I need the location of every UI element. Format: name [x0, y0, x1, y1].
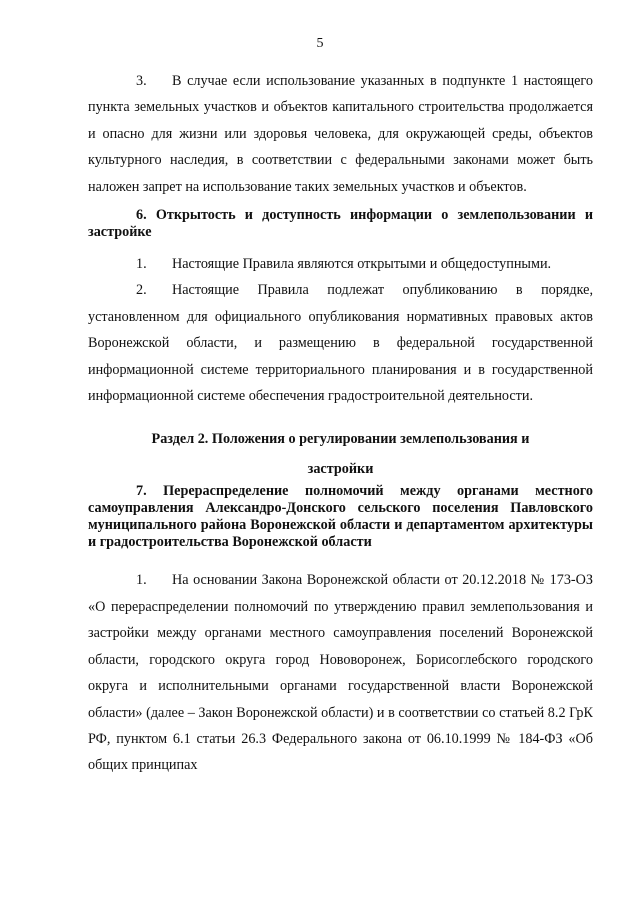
paragraph-number: 2.	[136, 282, 147, 299]
paragraph-text: Настоящие Правила являются открытыми и общедоступными.	[172, 256, 552, 273]
paragraph-text: Настоящие Правила подлежат опубликованию в порядке, установленном для официального опубликования нормативных правовых актов Воронежской области, и размещению в федеральной государственной информационной системе территориального планирования и в государственной информационной системе обеспечения градостроительной деятельности.	[88, 282, 593, 405]
section-2-title-line-2: застройки	[307, 461, 374, 478]
paragraph-item-7-1	[88, 567, 593, 778]
paragraph-item-6-1	[88, 251, 593, 277]
page-number: 5	[316, 36, 324, 51]
paragraph-item-3	[88, 68, 593, 200]
heading-section-6: 6. Открытость и доступность информации о землепользовании и застройке	[88, 207, 593, 241]
heading-section-7: 7. Перераспределение полномочий между органами местного самоуправления Александро-Донского сельского поселения Павловского муниципального района Воронежской области и департаментом архитектуры и градостроительства Воронежской области	[88, 483, 593, 551]
paragraph-number: 1.	[136, 256, 147, 273]
paragraph-number: 1.	[136, 572, 147, 589]
section-2-title-line-1: Раздел 2. Положения о регулировании землепользования и	[151, 431, 530, 448]
paragraph-number: 3.	[136, 73, 147, 89]
paragraph-text: В случае если использование указанных в подпункте 1 настоящего пункта земельных участков и объектов капитального строительства продолжается и опасно для жизни или здоровья человека, для окружающей среды, объектов культурного наследия, в соответствии с федеральными законами может быть наложен запрет на использование таких земельных участков и объектов.	[88, 73, 593, 195]
paragraph-item-6-2	[88, 277, 593, 409]
document-body	[88, 68, 593, 779]
paragraph-text: На основании Закона Воронежской области от 20.12.2018 № 173-ОЗ «О перераспределении полномочий по утверждению правил землепользования и застройки между органами местного самоуправления поселений Воронежской области, городского округа город Нововоронеж, Борисоглебского городского округа и исполнительными органами государственной власти Воронежской области» (далее – Закон Воронежской области) и в соответствии со статьей 8.2 ГрК РФ, пунктом 6.1 статьи 26.3 Федерального закона от 06.10.1999 № 184-ФЗ «Об общих принципах	[88, 572, 593, 774]
